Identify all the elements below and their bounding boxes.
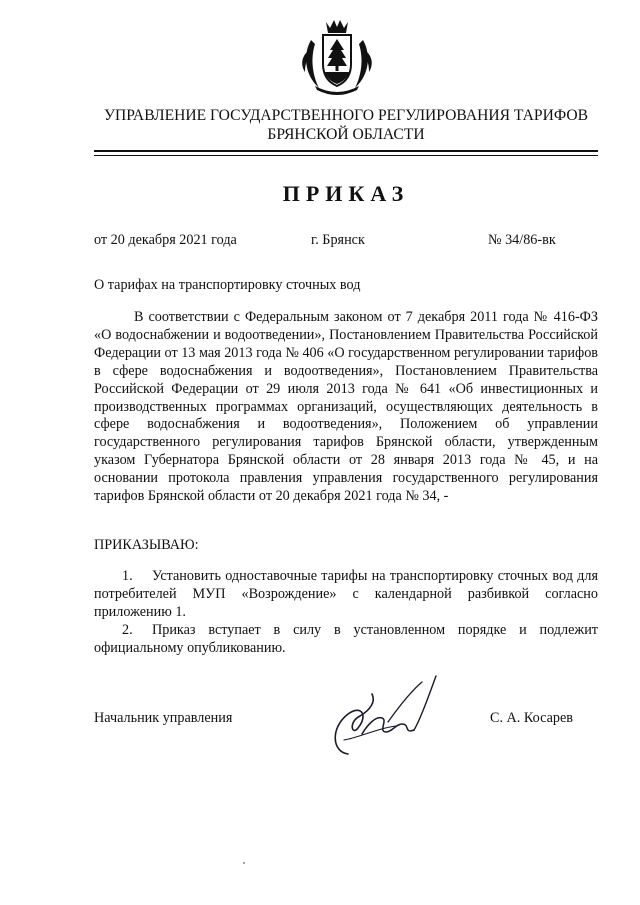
signer-position: Начальник управления	[94, 710, 233, 726]
coat-of-arms-icon	[299, 18, 375, 96]
item-text: Приказ вступает в силу в установленном порядке и подлежит официальному опубликованию.	[94, 622, 598, 656]
issuer-header	[94, 106, 598, 144]
item-number: 2.	[122, 622, 133, 638]
scan-speck	[243, 862, 245, 864]
issuer-line-1: УПРАВЛЕНИЕ ГОСУДАРСТВЕННОГО РЕГУЛИРОВАНИЯ ТАРИФОВ	[103, 107, 589, 124]
order-item	[94, 568, 598, 622]
order-item	[94, 622, 598, 658]
header-rule-thin	[94, 155, 598, 156]
order-city: г. Брянск	[311, 232, 365, 248]
document-title: ПРИКАЗ	[282, 181, 410, 206]
order-number: № 34/86-вк	[488, 232, 556, 248]
preamble-paragraph: В соответствии с Федеральным законом от 7 декабря 2011 года № 416-ФЗ «О водоснабжении и водоотведении», Постановлением Правительства Российской Федерации от 13 мая 2013 года № 406 «О государственном регулировании тарифов в сфере водоснабжения и водоотведения», Постановлением Правительства Российской Федерации от 29 июля 2013 года № 641 «Об инвестиционных и производственных программах организаций, осуществляющих деятельность в сфере водоснабжения и водоотведения», Положением об управлении государственного регулирования тарифов Брянской области, утвержденным указом Губернатора Брянской области от 28 января 2013 года № 45, и на основании протокола правления управления государственного регулирования тарифов Брянской области от 20 декабря 2021 года № 34, -	[94, 309, 598, 505]
item-text: Установить одноставочные тарифы на транспортировку сточных вод для потребителей МУП «Возрождение» с календарной разбивкой согласно приложению 1.	[94, 568, 598, 620]
order-date: от 20 декабря 2021 года	[94, 232, 237, 248]
order-subject: О тарифах на транспортировку сточных вод	[94, 277, 361, 293]
signature-icon	[318, 668, 442, 762]
signer-name: С. А. Косарев	[490, 710, 573, 726]
header-rule-thick	[94, 150, 598, 152]
order-directive: ПРИКАЗЫВАЮ:	[94, 537, 199, 553]
issuer-line-2: БРЯНСКОЙ ОБЛАСТИ	[267, 126, 425, 143]
item-number: 1.	[122, 568, 133, 584]
